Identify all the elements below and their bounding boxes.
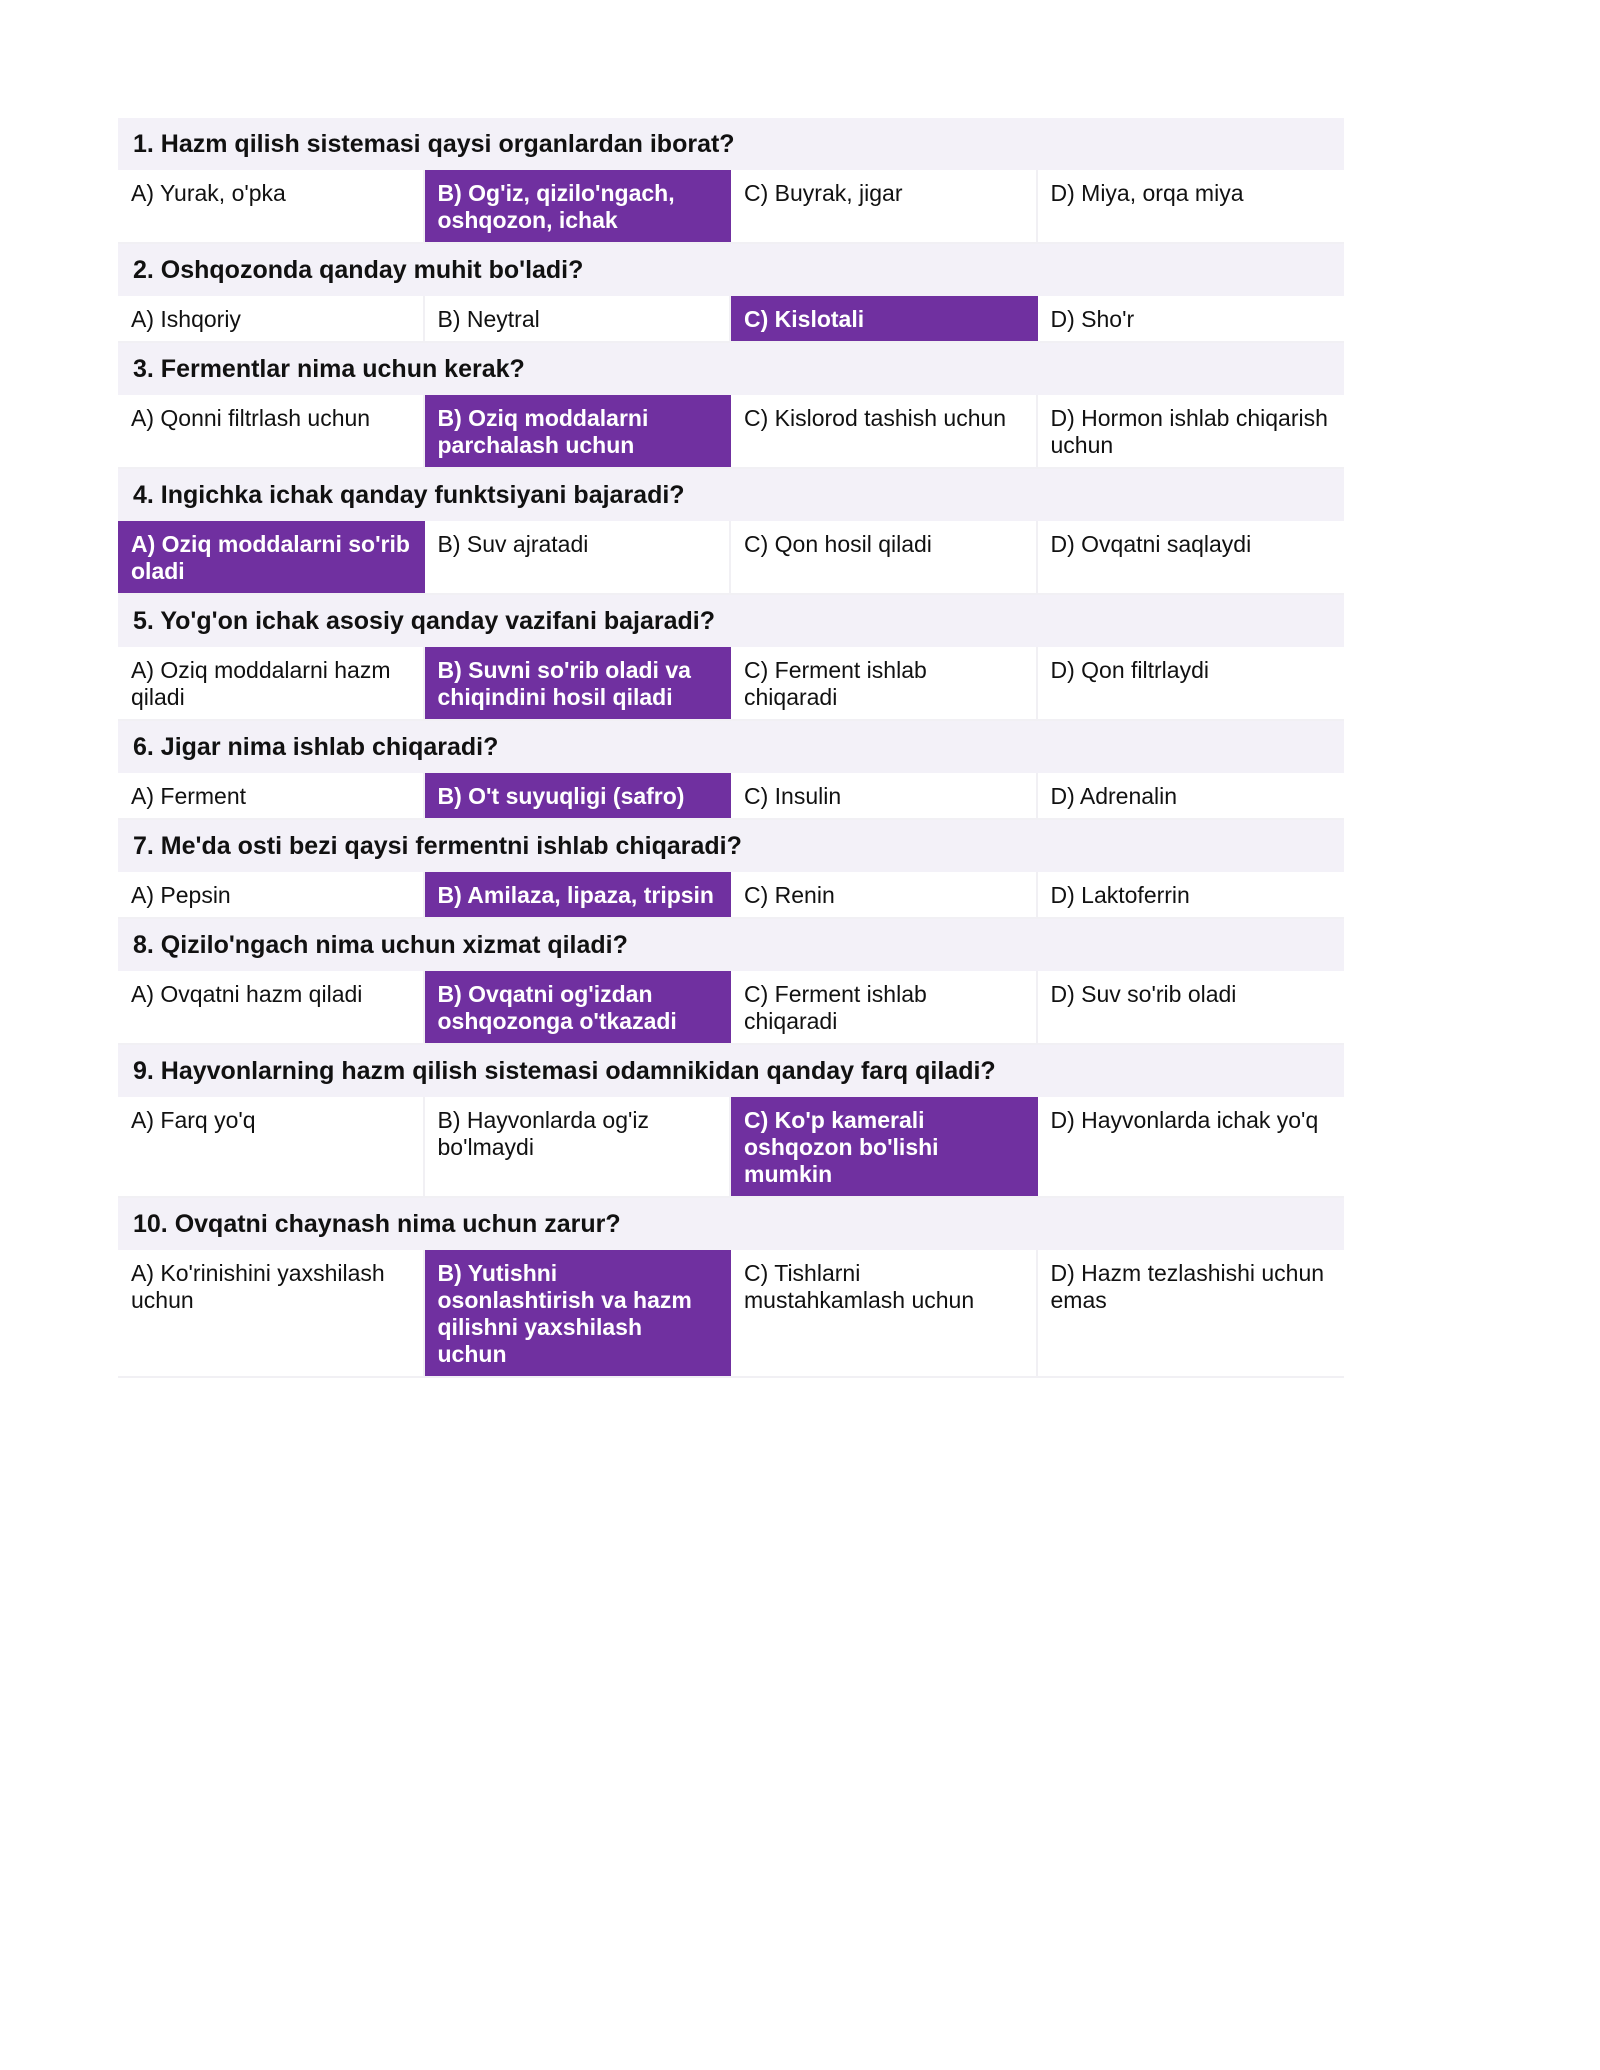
question-title: 2. Oshqozonda qanday muhit bo'ladi? <box>118 244 1344 296</box>
answer-option-correct: B) Yutishni osonlashtirish va hazm qilishni yaxshilash uchun <box>425 1250 732 1376</box>
answer-option: C) Ferment ishlab chiqaradi <box>731 971 1038 1043</box>
question-block <box>118 820 1344 919</box>
question-title: 6. Jigar nima ishlab chiqaradi? <box>118 721 1344 773</box>
answer-option-correct: B) Suvni so'rib oladi va chiqindini hosil qiladi <box>425 647 732 719</box>
answer-option: D) Hormon ishlab chiqarish uchun <box>1038 395 1345 467</box>
answer-option: B) Neytral <box>425 296 732 341</box>
question-block <box>118 1198 1344 1378</box>
answer-row <box>118 1097 1344 1198</box>
answer-row <box>118 296 1344 343</box>
answer-option: D) Hayvonlarda ichak yo'q <box>1038 1097 1345 1196</box>
answer-option-correct: A) Oziq moddalarni so'rib oladi <box>118 521 425 593</box>
answer-option: C) Tishlarni mustahkamlash uchun <box>731 1250 1038 1376</box>
answer-row <box>118 647 1344 721</box>
answer-option: D) Sho'r <box>1038 296 1345 341</box>
answer-row <box>118 170 1344 244</box>
question-title: 8. Qizilo'ngach nima uchun xizmat qiladi? <box>118 919 1344 971</box>
answer-option: C) Buyrak, jigar <box>731 170 1038 242</box>
question-block <box>118 1045 1344 1198</box>
question-block <box>118 343 1344 469</box>
question-block <box>118 244 1344 343</box>
answer-option-correct: B) Ovqatni og'izdan oshqozonga o'tkazadi <box>425 971 732 1043</box>
question-block <box>118 469 1344 595</box>
answer-option: C) Insulin <box>731 773 1038 818</box>
question-block <box>118 721 1344 820</box>
answer-row <box>118 872 1344 919</box>
question-title: 7. Me'da osti bezi qaysi fermentni ishlab chiqaradi? <box>118 820 1344 872</box>
answer-option: D) Suv so'rib oladi <box>1038 971 1345 1043</box>
answer-option: C) Renin <box>731 872 1038 917</box>
answer-option: A) Yurak, o'pka <box>118 170 425 242</box>
answer-option: A) Oziq moddalarni hazm qiladi <box>118 647 425 719</box>
answer-option: A) Farq yo'q <box>118 1097 425 1196</box>
answer-option: B) Hayvonlarda og'iz bo'lmaydi <box>425 1097 732 1196</box>
answer-option-correct: C) Ko'p kamerali oshqozon bo'lishi mumkin <box>731 1097 1038 1196</box>
answer-option: D) Adrenalin <box>1038 773 1345 818</box>
answer-option: C) Ferment ishlab chiqaradi <box>731 647 1038 719</box>
answer-option-correct: B) Amilaza, lipaza, tripsin <box>425 872 732 917</box>
answer-option: A) Ishqoriy <box>118 296 425 341</box>
answer-option: B) Suv ajratadi <box>425 521 732 593</box>
answer-option: D) Laktoferrin <box>1038 872 1345 917</box>
question-title: 4. Ingichka ichak qanday funktsiyani bajaradi? <box>118 469 1344 521</box>
answer-row <box>118 773 1344 820</box>
answer-option-correct: B) Og'iz, qizilo'ngach, oshqozon, ichak <box>425 170 732 242</box>
answer-option-correct: B) Oziq moddalarni parchalash uchun <box>425 395 732 467</box>
answer-option: D) Miya, orqa miya <box>1038 170 1345 242</box>
answer-row <box>118 1250 1344 1378</box>
question-title: 5. Yo'g'on ichak asosiy qanday vazifani bajaradi? <box>118 595 1344 647</box>
answer-row <box>118 521 1344 595</box>
answer-option-correct: B) O't suyuqligi (safro) <box>425 773 732 818</box>
answer-option: C) Qon hosil qiladi <box>731 521 1038 593</box>
question-title: 9. Hayvonlarning hazm qilish sistemasi odamnikidan qanday farq qiladi? <box>118 1045 1344 1097</box>
answer-option: D) Hazm tezlashishi uchun emas <box>1038 1250 1345 1376</box>
answer-option-correct: C) Kislotali <box>731 296 1038 341</box>
question-title: 10. Ovqatni chaynash nima uchun zarur? <box>118 1198 1344 1250</box>
question-block <box>118 595 1344 721</box>
answer-row <box>118 395 1344 469</box>
question-block <box>118 919 1344 1045</box>
answer-option: A) Ko'rinishini yaxshilash uchun <box>118 1250 425 1376</box>
answer-option: D) Qon filtrlaydi <box>1038 647 1345 719</box>
answer-option: A) Pepsin <box>118 872 425 917</box>
question-title: 1. Hazm qilish sistemasi qaysi organlardan iborat? <box>118 118 1344 170</box>
answer-option: A) Qonni filtrlash uchun <box>118 395 425 467</box>
answer-option: C) Kislorod tashish uchun <box>731 395 1038 467</box>
answer-row <box>118 971 1344 1045</box>
question-title: 3. Fermentlar nima uchun kerak? <box>118 343 1344 395</box>
answer-option: A) Ovqatni hazm qiladi <box>118 971 425 1043</box>
answer-option: A) Ferment <box>118 773 425 818</box>
question-block <box>118 118 1344 244</box>
quiz-table <box>118 118 1344 1378</box>
answer-option: D) Ovqatni saqlaydi <box>1038 521 1345 593</box>
